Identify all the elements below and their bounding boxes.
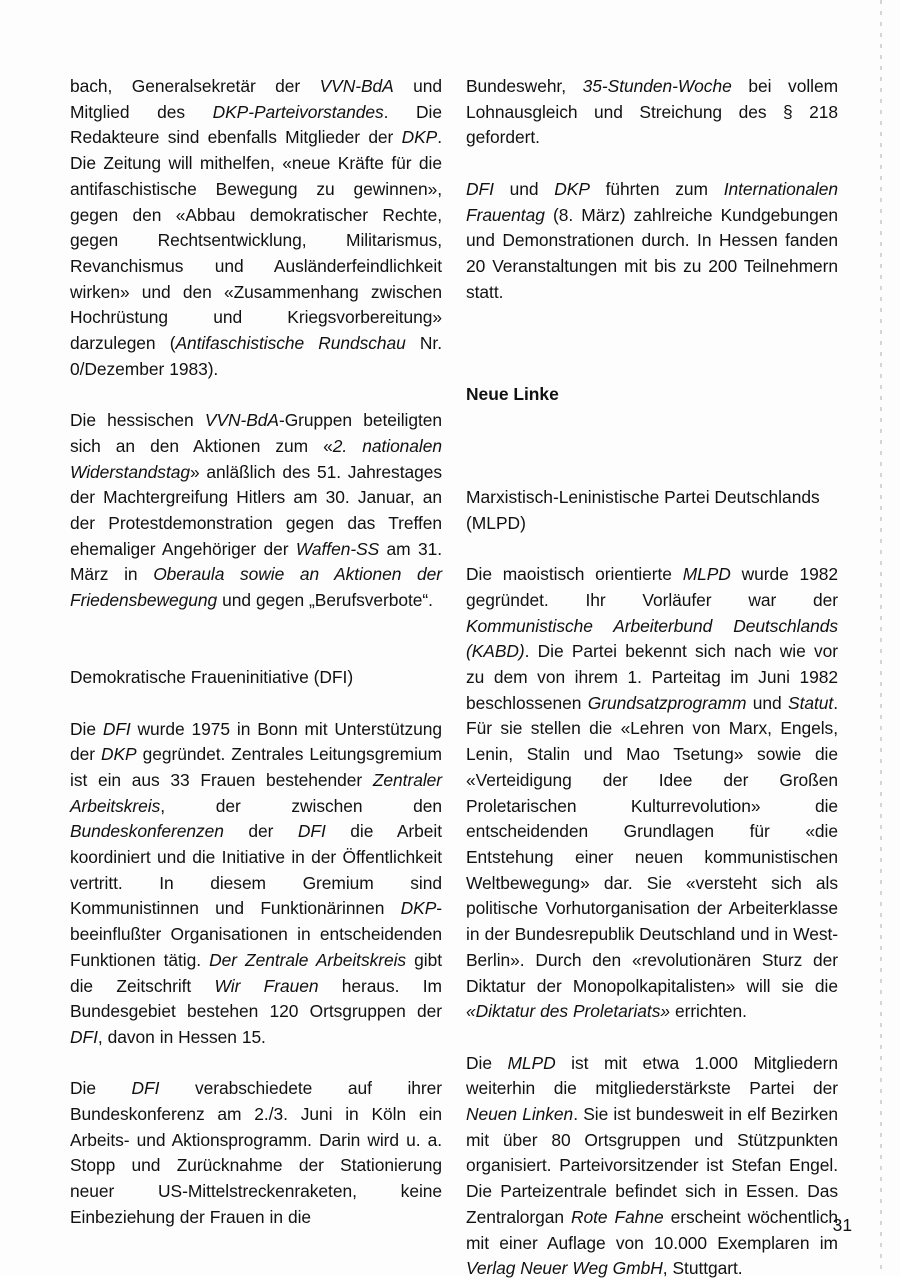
left-text-column [70,74,442,1282]
text-run: . Die Partei bekennt sich nach wie vor zu dem von ihrem 1. Parteitag im Juni 1982 beschlossenen [466,641,838,713]
page-number: 31 [832,1215,852,1235]
subheading-dfi: Demokratische Fraueninitiative (DFI) [70,667,354,688]
vertical-spacer [466,331,838,382]
text-run: der [223,821,298,842]
paragraph-hessische-vvn-bda-gruppen [70,408,442,614]
text-run: und [493,178,555,199]
italic-run: Grundsatzprogramm [587,692,747,713]
two-column-text-body [70,74,850,1282]
text-run: Die [70,718,103,739]
paragraph-mlpd-mitglieder [466,1051,838,1282]
italic-run: VVN-BdA [319,76,394,96]
italic-run: Rote Fahne [571,1206,664,1227]
text-run: wurde 1982 gegründet. Ihr Vorläufer war der [466,564,838,610]
italic-run: Verlag Neuer Weg GmbH [466,1258,663,1279]
text-run: , davon in Hessen 15. [97,1026,266,1047]
subheading-mlpd: Marxistisch-Leninistische Partei Deutschlands (MLPD) [466,487,820,533]
text-run: die Arbeit koordiniert und die Initiative in der Öffentlichkeit vertritt. In diesem Gremium sind Kommunistinnen und Funktionärinnen [70,821,442,919]
scan-edge-artifact [880,0,882,1276]
italic-run: Internationalen Frauentag [466,178,838,225]
italic-run: DKP-Parteivorstandes [212,101,384,122]
text-run: und gegen „Berufsverbote“. [217,590,433,611]
text-run: Die hessischen [70,410,205,431]
italic-run: Zentraler Arbeitskreis [70,769,442,816]
italic-run: MLPD [507,1052,556,1073]
text-run: bach, Generalsekretär der [70,76,320,96]
text-run: . Für sie stellen die «Lehren von Marx, Engels, Lenin, Stalin und Mao Tsetung» sowie die «Verteidigung der Idee der Großen Proletarischen Kulturrevolution» die entscheidenden Grundlagen für «die Entstehung einer neuen kommunistischen Weltbewegung» dar. Sie «versteht sich als politische Vorhutorganisation der Arbeiterklasse in der Bundesrepublik Deutschland und in West-Berlin». Durch den «revolutionären Sturz der Diktatur der Monopolkapitalisten» will sie die [466,692,838,996]
text-run: -Gruppen beteiligten sich an den Aktionen zum « [70,410,442,456]
text-run: und [746,692,789,713]
text-run: führten zum [589,178,724,199]
text-run: errichten. [669,1001,747,1022]
italic-run: DFI [466,178,494,199]
italic-run: Waffen-SS [295,538,380,559]
italic-run: DFI [131,1078,160,1099]
italic-run: 2. nationalen Widerstandstag [70,435,442,482]
italic-run: DKP [400,898,437,919]
italic-run: «Diktatur des Proletariats» [466,1001,670,1022]
paragraph-dfi-gruendung [70,717,442,1051]
vertical-spacer [70,639,442,665]
paragraph-mlpd-gruendung [466,562,838,1025]
italic-run: DKP [101,744,137,765]
italic-run: DFI [70,1026,98,1047]
text-run: , der zwischen den [160,795,442,816]
italic-run: DKP [554,178,590,199]
paragraph-vvn-bda-zeitung [70,74,442,382]
text-run: ist mit etwa 1.000 Mitgliedern weiterhin die mitgliederstärkste Partei der [466,1052,838,1099]
text-run: Bundeswehr, [466,76,583,96]
text-run: Die maoistisch orientierte [466,564,683,585]
text-run: gibt die Zeitschrift [70,949,442,996]
vertical-spacer [466,408,838,459]
italic-run: Kommunistische Arbeiterbund Deutschlands (KABD) [466,615,838,662]
text-run: , Stuttgart. [662,1258,743,1279]
italic-run: Wir Frauen [214,975,319,996]
italic-run: Oberaula sowie an Aktionen der Friedensbewegung [70,564,442,611]
italic-run: Neuen Linken [466,1104,574,1125]
italic-run: VVN-BdA [204,410,279,431]
text-run: und Mitglied des [70,76,442,122]
text-run: . Die Zeitung will mithelfen, «neue Kräfte für die antifaschistische Bewegung zu gewinnen», gegen den «Abbau demokratischer Rechte, gegen Rechtsentwicklung, Militarismus, Revanchismus und Ausländerfeindlichkeit wirken» und den «Zusammenhang zwischen Hochrüstung und Kriegsvorbereitung» darzulegen ( [70,127,442,354]
text-run: Die [70,1078,132,1099]
text-run: gegründet. Zentrales Leitungsgremium ist ein aus 33 Frauen bestehender [70,744,442,790]
italic-run: Der Zentrale Arbeitskreis [209,949,407,970]
text-run: am 31. März in [70,538,442,585]
text-run: . Sie ist bundesweit in elf Bezirken mit über 80 Ortsgruppen und Stützpunkten organisiert. Parteivorsitzender ist Stefan Engel. Die Parteizentrale befindet sich in Essen. Das Zentralorgan [466,1104,838,1227]
text-run: » anläßlich des 51. Jahrestages der Machtergreifung Hitlers am 30. Januar, an der Protestdemonstration gegen das Treffen ehemaliger Angehöriger der [70,461,442,559]
italic-run: MLPD [682,564,731,585]
vertical-spacer [466,459,838,485]
text-run: bei vollem Lohnausgleich und Streichung des § 218 gefordert. [466,76,838,148]
text-run: -beeinflußter Organisationen in entscheidenden Funktionen tätig. [70,898,442,970]
vertical-spacer [466,537,838,563]
text-run: . Die Redakteure sind ebenfalls Mitglieder der [70,101,442,148]
vertical-spacer [70,691,442,717]
paragraph-dfi-bundeskonferenz [70,1076,442,1230]
italic-run: Statut [788,692,834,713]
italic-run: DFI [297,821,326,842]
text-run: heraus. Im Bundesgebiet bestehen 120 Ortsgruppen der [70,975,442,1022]
text-run: (8. März) zahlreiche Kundgebungen und Demonstrationen durch. In Hessen fanden 20 Veranstaltungen mit bis zu 200 Teilnehmern statt. [466,204,838,302]
paragraph-bundeswehr-forderungen [466,74,838,151]
italic-run: Antifaschistische Rundschau [175,333,406,354]
italic-run: 35-Stunden-Woche [582,76,732,96]
text-run: verabschiedete auf ihrer Bundeskonferenz am 2./3. Juni in Köln ein Arbeits- und Aktionsprogramm. Darin wird u. a. Stopp und Zurücknahme der Stationierung neuer US-Mittelstreckenraketen, keine Einbeziehung der Frauen in die [70,1078,442,1227]
text-run: erscheint wöchentlich mit einer Auflage von 10.000 Exemplaren im [466,1206,838,1253]
text-run: Die [466,1052,508,1073]
paragraph-internationaler-frauentag [466,177,838,306]
text-run: Nr. 0/Dezember 1983). [70,333,442,379]
italic-run: DKP [401,127,438,148]
subheading-neue-linke: Neue Linke [466,384,559,405]
italic-run: DFI [102,718,131,739]
right-text-column [466,74,838,1282]
italic-run: Bundeskonferenzen [70,821,224,842]
text-run: wurde 1975 in Bonn mit Unterstützung der [70,718,442,765]
